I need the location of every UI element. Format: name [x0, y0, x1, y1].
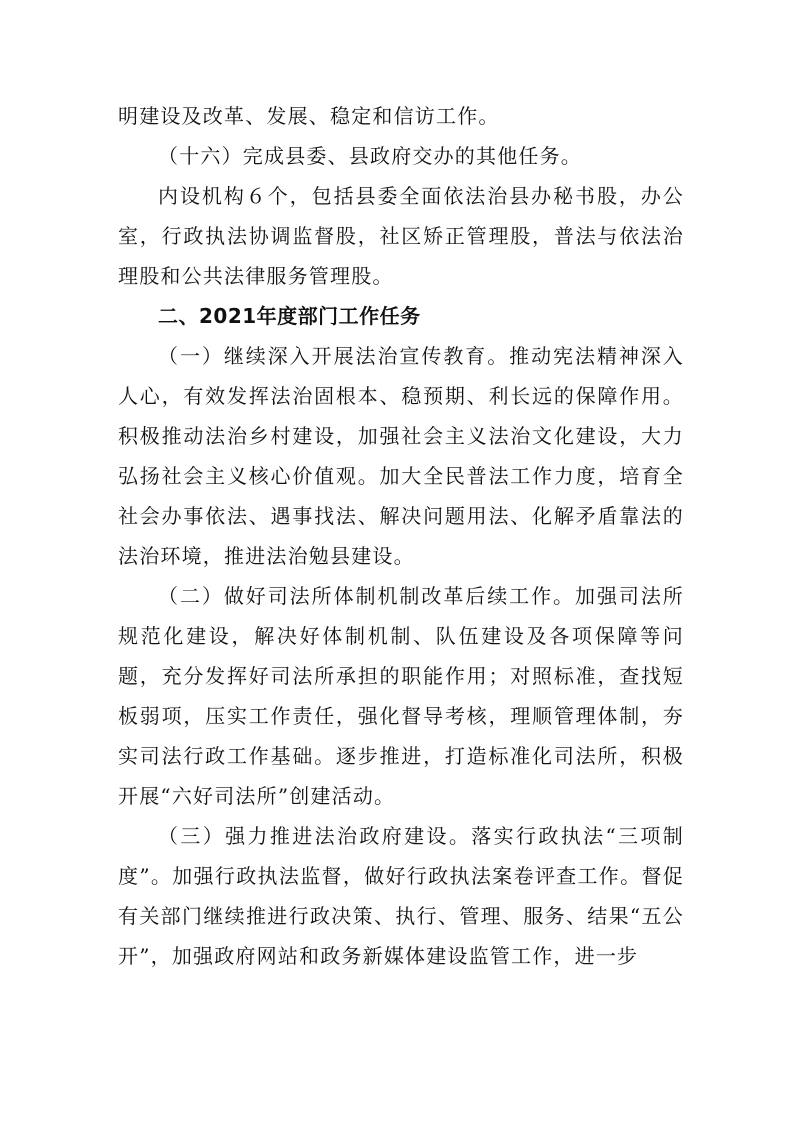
paragraph-item-16: （十六）完成县委、县政府交办的其他任务。 — [158, 144, 582, 168]
task-paragraph-1: （一）继续深入开展法治宣传教育。推动宪法精神深入人心，有效发挥法治固根本、稳预期、利长远的保障作用。积极推动法治乡村建设，加强社会主义法治文化建设，大力弘扬社会主义核心价值观。加大全民普法工作力度，培育全社会办事依法、遇事找法、解决问题用法、化解矛盾靠法的法治环境，推进法治勉县建设。 — [118, 344, 684, 568]
document-body — [118, 96, 684, 976]
paragraph-internal-departments: 内设机构６个，包括县委全面依法治县办秘书股，办公室，行政执法协调监督股，社区矫正管理股，普法与依法治理股和公共法律服务管理股。 — [118, 184, 684, 288]
task-paragraph-3: （三）强力推进法治政府建设。落实行政执法“三项制度”。加强行政执法监督，做好行政执法案卷评查工作。督促有关部门继续推进行政决策、执行、管理、服务、结果“五公开”，加强政府网站和政务新媒体建设监管工作，进一步 — [118, 824, 684, 968]
section-heading: 二、2021年度部门工作任务 — [158, 304, 421, 328]
task-paragraph-2: （二）做好司法所体制机制改革后续工作。加强司法所规范化建设，解决好体制机制、队伍建设及各项保障等问题，充分发挥好司法所承担的职能作用；对照标准，查找短板弱项，压实工作责任，强化督导考核，理顺管理体制，夯实司法行政工作基础。逐步推进，打造标准化司法所，积极开展“六好司法所”创建活动。 — [118, 584, 684, 808]
paragraph-continued: 明建设及改革、发展、稳定和信访工作。 — [118, 104, 500, 128]
